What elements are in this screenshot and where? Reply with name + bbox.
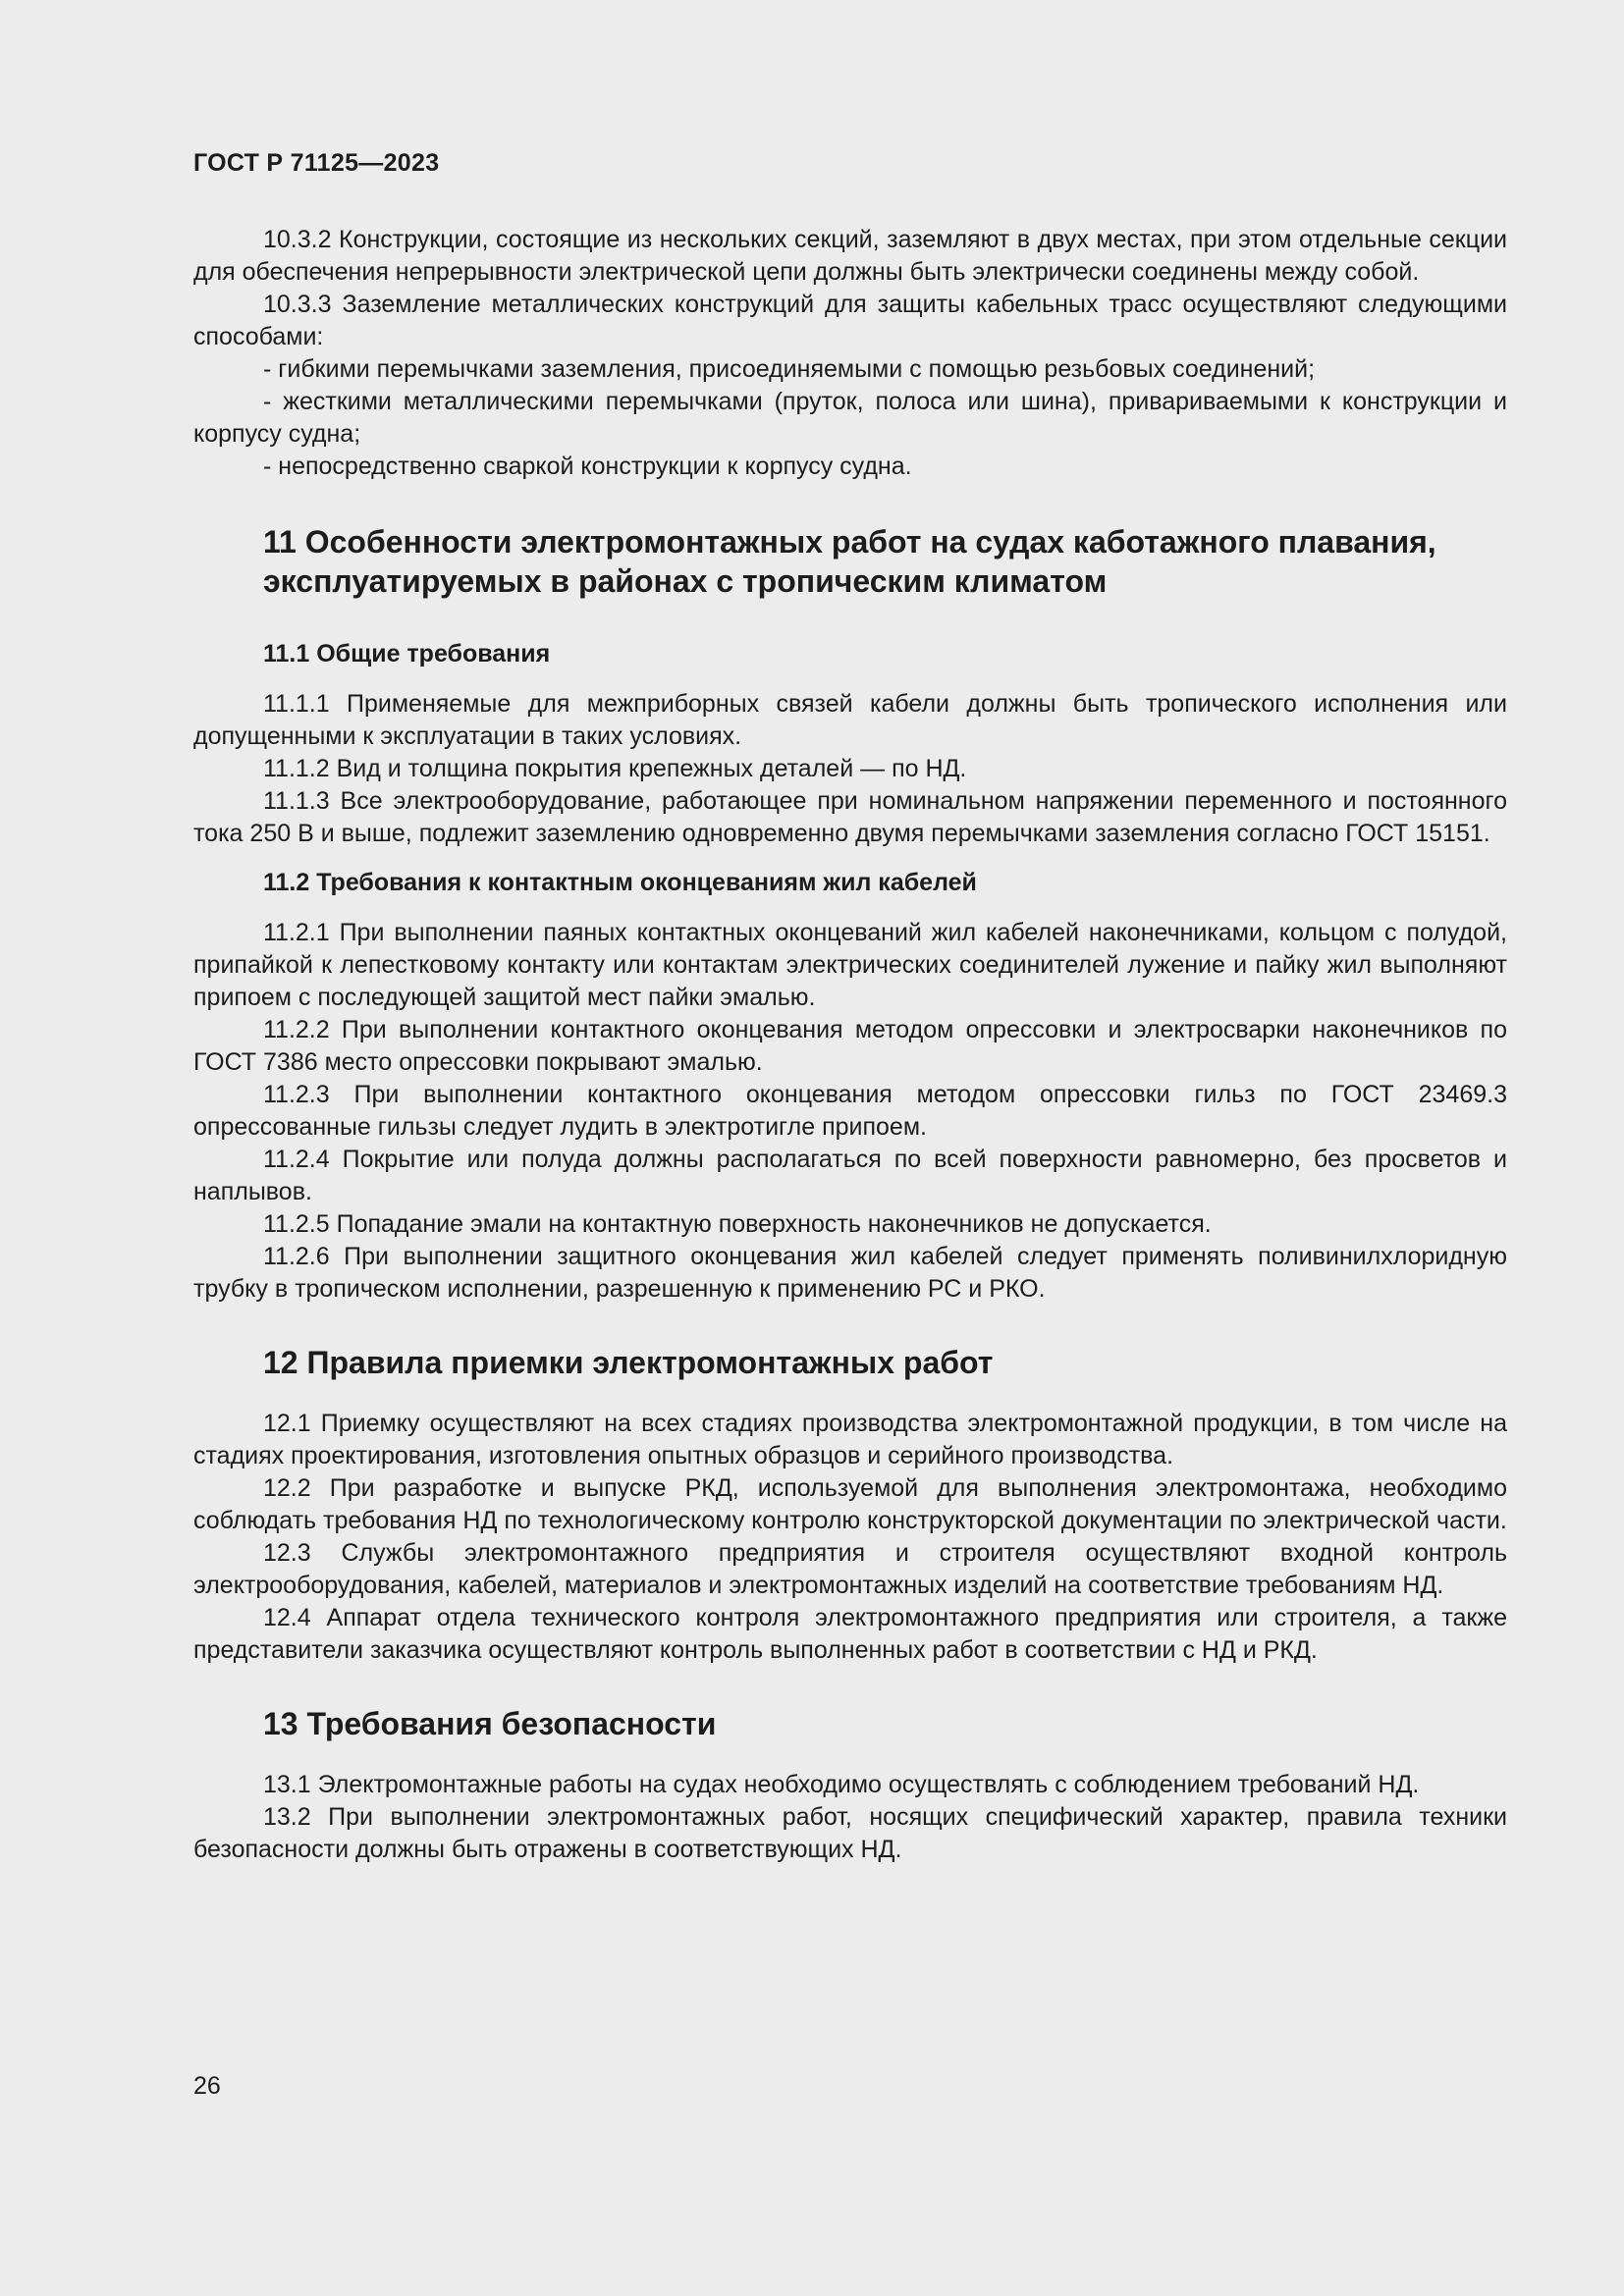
paragraph-12-2: 12.2 При разработке и выпуске РКД, используемой для выполнения электромонтажа, необходимо соблюдать требования НД по технологическому контролю конструкторской документации по электрической части. (193, 1474, 1507, 1534)
paragraph-11-2-1: 11.2.1 При выполнении паяных контактных оконцеваний жил кабелей наконечниками, кольцом с полудой, припайкой к лепестковому контакту или контактам электрических соединителей лужение и пайку жил выполняют припоем с последующей защитой мест пайки эмалью. (193, 919, 1507, 1011)
paragraph-11-2-3: 11.2.3 При выполнении контактного оконцевания методом опрессовки гильз по ГОСТ 23469.3 опрессованные гильзы следует лудить в электротигле припоем. (193, 1081, 1507, 1141)
paragraph-11-2-4: 11.2.4 Покрытие или полуда должны располагаться по всей поверхности равномерно, без просветов и наплывов. (193, 1146, 1507, 1205)
paragraph-11-1-2: 11.1.2 Вид и толщина покрытия крепежных деталей — по НД. (263, 755, 967, 782)
paragraph-11-2-6: 11.2.6 При выполнении защитного оконцевания жил кабелей следует применять поливинилхлоридную трубку в тропическом исполнении, разрешенную к применению РС и РКО. (193, 1243, 1507, 1303)
subsection-11-1-heading: 11.1 Общие требования (263, 640, 551, 667)
paragraph-12-4: 12.4 Аппарат отдела технического контроля электромонтажного предприятия или строителя, а также представители заказчика осуществляют контроль выполненных работ в соответствии с НД и РКД. (193, 1604, 1507, 1664)
document-body (193, 224, 1507, 1866)
paragraph-13-2: 13.2 При выполнении электромонтажных работ, носящих специфический характер, правила техники безопасности должны быть отражены в соответствующих НД. (193, 1803, 1507, 1863)
paragraph-12-3: 12.3 Службы электромонтажного предприятия и строителя осуществляют входной контроль электрооборудования, кабелей, материалов и электромонтажных изделий на соответствие требованиям НД. (193, 1539, 1507, 1599)
section-12-heading: 12 Правила приемки электромонтажных работ (263, 1345, 994, 1380)
paragraph-11-1-1: 11.1.1 Применяемые для межприборных связей кабели должны быть тропического исполнения или допущенными к эксплуатации в таких условиях. (193, 690, 1507, 750)
list-item: - жесткими металлическими перемычками (пруток, полоса или шина), привариваемыми к конструкции и корпусу судна; (193, 388, 1507, 448)
section-11-heading: 11 Особенности электромонтажных работ на судах каботажного плавания, эксплуатируемых в районах с тропическим климатом (263, 524, 1436, 599)
paragraph-10-3-3: 10.3.3 Заземление металлических конструкций для защиты кабельных трасс осуществляют следующими способами: (193, 291, 1507, 350)
paragraph-10-3-2: 10.3.2 Конструкции, состоящие из нескольких секций, заземляют в двух местах, при этом отдельные секции для обеспечения непрерывности электрической цепи должны быть электрически соединены между собой. (193, 226, 1507, 286)
section-13-heading: 13 Требования безопасности (263, 1706, 717, 1741)
document-code: ГОСТ Р 71125—2023 (193, 149, 440, 177)
list-item: - непосредственно сваркой конструкции к корпусу судна. (263, 453, 912, 480)
paragraph-13-1: 13.1 Электромонтажные работы на судах необходимо осуществлять с соблюдением требований НД. (263, 1771, 1420, 1798)
paragraph-11-2-2: 11.2.2 При выполнении контактного оконцевания методом опрессовки и электросварки наконечников по ГОСТ 7386 место опрессовки покрывают эмалью. (193, 1016, 1507, 1076)
page-number: 26 (193, 2072, 221, 2100)
subsection-11-2-heading: 11.2 Требования к контактным оконцеваниям жил кабелей (263, 869, 977, 896)
paragraph-12-1: 12.1 Приемку осуществляют на всех стадиях производства электромонтажной продукции, в том числе на стадиях проектирования, изготовления опытных образцов и серийного производства. (193, 1410, 1507, 1469)
paragraph-11-1-3: 11.1.3 Все электрооборудование, работающее при номинальном напряжении переменного и постоянного тока 250 В и выше, подлежит заземлению одновременно двумя перемычками заземления согласно ГОСТ 15151. (193, 787, 1507, 847)
paragraph-11-2-5: 11.2.5 Попадание эмали на контактную поверхность наконечников не допускается. (263, 1210, 1212, 1238)
list-item: - гибкими перемычками заземления, присоединяемыми с помощью резьбовых соединений; (263, 355, 1316, 383)
